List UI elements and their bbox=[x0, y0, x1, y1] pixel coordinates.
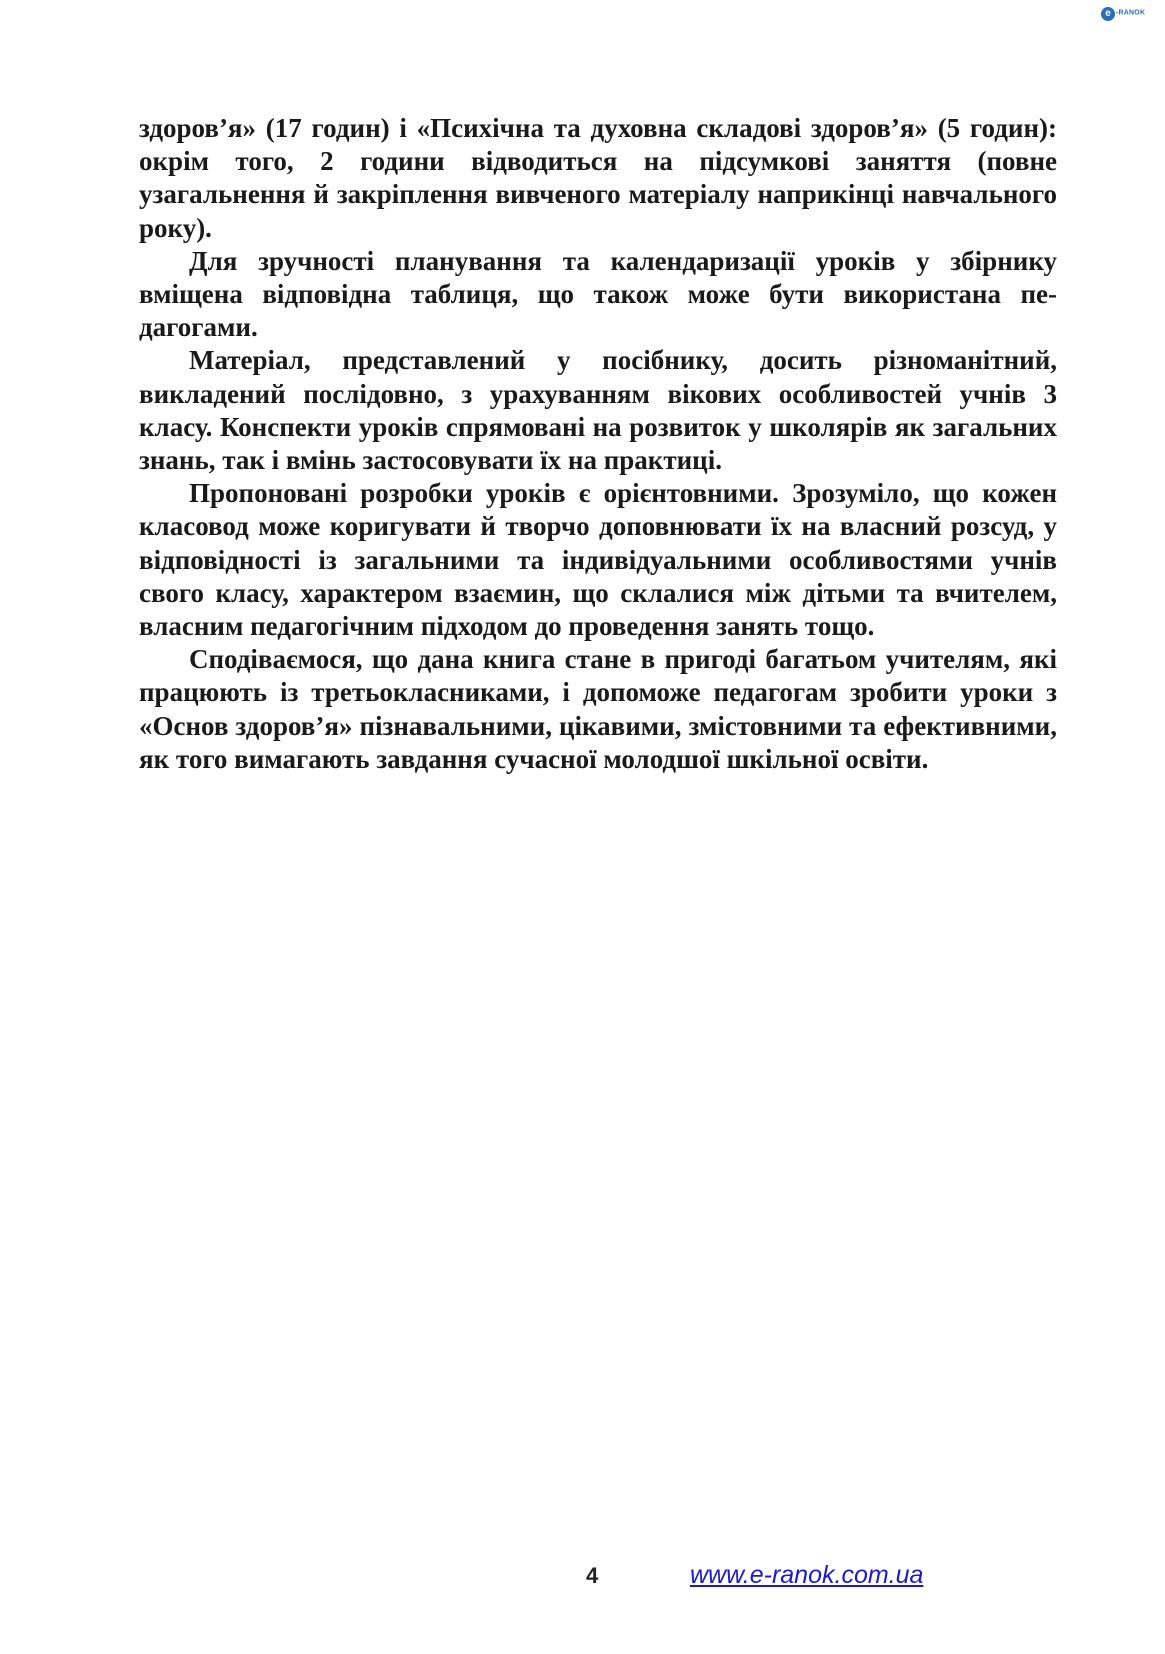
paragraph-1: здоров’я» (17 годин) і «Психічна та духовна складові здоров’я» (5 годин): окрім того, 2 години відводиться на підсумкові заняття (повне узагальнення й закріплення вивченого матеріалу наприкінці навчального року). bbox=[139, 113, 1057, 243]
paragraph-2: Для зручності планування та календаризації уроків у збірнику вміщена відповідна таблиця, що також може бути використана педагогами. bbox=[139, 245, 1057, 343]
publisher-logo[interactable] bbox=[1101, 2, 1149, 24]
page-number: 4 bbox=[586, 1563, 599, 1588]
logo-brand-text: -RANOK bbox=[1116, 9, 1146, 17]
paragraph-4: Пропоновані розробки уроків є орієнтовними. Зрозуміло, що кожен класовод може коригувати й творчо доповнювати їх на власний розсуд, у відповідності із загальними та індивідуальними особливостями учнів свого класу, характером взаємин, що склалися між дітьми та вчителем, власним педагогічним підходом до проведення занять тощо. bbox=[139, 478, 1057, 642]
paragraph-5: Сподіваємося, що дана книга стане в пригоді багатьом учителям, які працюють із третьокласниками, і допоможе педагогам зробити уроки з «Основ здоров’я» пізнавальними, цікавими, змістовними та ефективними, як того вимагають завдання сучасної молодшої шкільної освіти. bbox=[139, 644, 1057, 774]
paragraph-3: Матеріал, представлений у посібнику, досить різноманітний, викладений послідовно, з урахуванням вікових особливостей учнів 3 класу. Конспекти уроків спрямовані на розвиток у школярів як загальних знань, так і вмінь застосовувати їх на практиці. bbox=[139, 345, 1057, 476]
body-text bbox=[139, 112, 1057, 776]
website-link[interactable]: www.e-ranok.com.ua bbox=[690, 1561, 924, 1589]
logo-e-icon: e bbox=[1101, 7, 1115, 21]
